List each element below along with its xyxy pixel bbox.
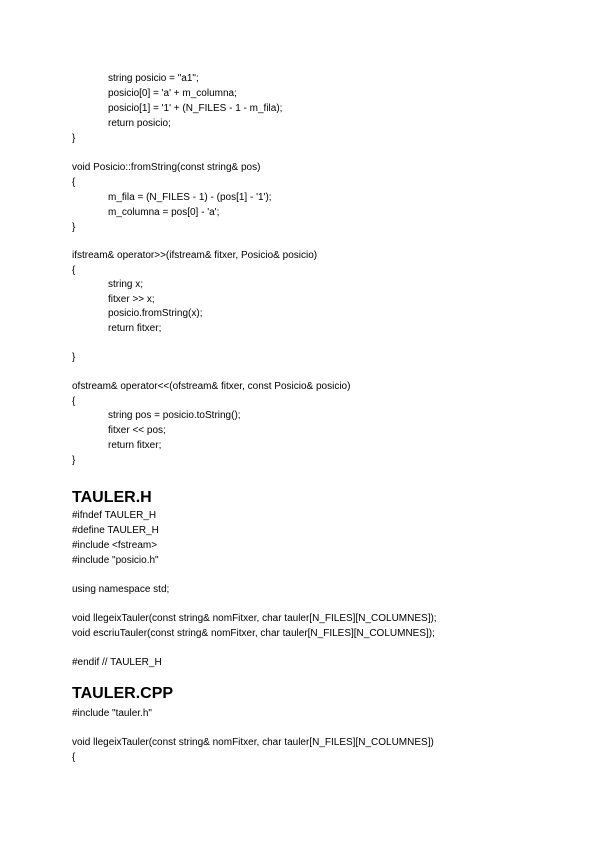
- code-line: string posicio = "a1";: [108, 73, 199, 84]
- code-line: fitxer << pos;: [108, 425, 166, 436]
- code-line: }: [72, 455, 76, 466]
- code-line: string pos = posicio.toString();: [108, 410, 241, 421]
- code-line: return fitxer;: [108, 323, 162, 334]
- code-line: ifstream& operator>>(ifstream& fitxer, Posicio& posicio): [72, 250, 318, 261]
- code-line: posicio[0] = 'a' + m_columna;: [108, 88, 237, 99]
- code-line: }: [72, 222, 76, 233]
- code-line: fitxer >> x;: [108, 294, 155, 305]
- code-line: }: [72, 352, 76, 363]
- code-line: void llegeixTauler(const string& nomFitxer, char tauler[N_FILES][N_COLUMNES]);: [72, 613, 437, 624]
- code-line: m_columna = pos[0] - 'a';: [108, 207, 220, 218]
- code-line: string x;: [108, 279, 144, 290]
- code-line: #include "posicio.h": [72, 555, 159, 566]
- code-line: {: [72, 265, 76, 276]
- code-line: #include "tauler.h": [72, 708, 152, 719]
- code-line: #endif // TAULER_H: [72, 657, 162, 668]
- code-line: #define TAULER_H: [72, 525, 159, 536]
- code-line: void escriuTauler(const string& nomFitxer, char tauler[N_FILES][N_COLUMNES]);: [72, 628, 435, 639]
- code-line: return fitxer;: [108, 440, 162, 451]
- code-line: posicio[1] = '1' + (N_FILES - 1 - m_fila);: [108, 103, 283, 114]
- code-line: m_fila = (N_FILES - 1) - (pos[1] - '1');: [108, 192, 272, 203]
- section-heading-tauler-h: TAULER.H: [72, 489, 152, 506]
- code-line: {: [72, 396, 76, 407]
- code-line: #ifndef TAULER_H: [72, 510, 157, 521]
- code-line: using namespace std;: [72, 584, 170, 595]
- code-line: posicio.fromString(x);: [108, 308, 203, 319]
- code-line: return posicio;: [108, 118, 171, 129]
- code-line: }: [72, 133, 76, 144]
- code-line: void llegeixTauler(const string& nomFitxer, char tauler[N_FILES][N_COLUMNES]): [72, 737, 434, 748]
- section-heading-tauler-cpp: TAULER.CPP: [72, 685, 174, 702]
- code-line: {: [72, 752, 76, 763]
- code-line: {: [72, 177, 76, 188]
- code-line: #include <fstream>: [72, 540, 158, 551]
- code-line: void Posicio::fromString(const string& pos): [72, 162, 261, 173]
- code-line: ofstream& operator<<(ofstream& fitxer, const Posicio& posicio): [72, 381, 351, 392]
